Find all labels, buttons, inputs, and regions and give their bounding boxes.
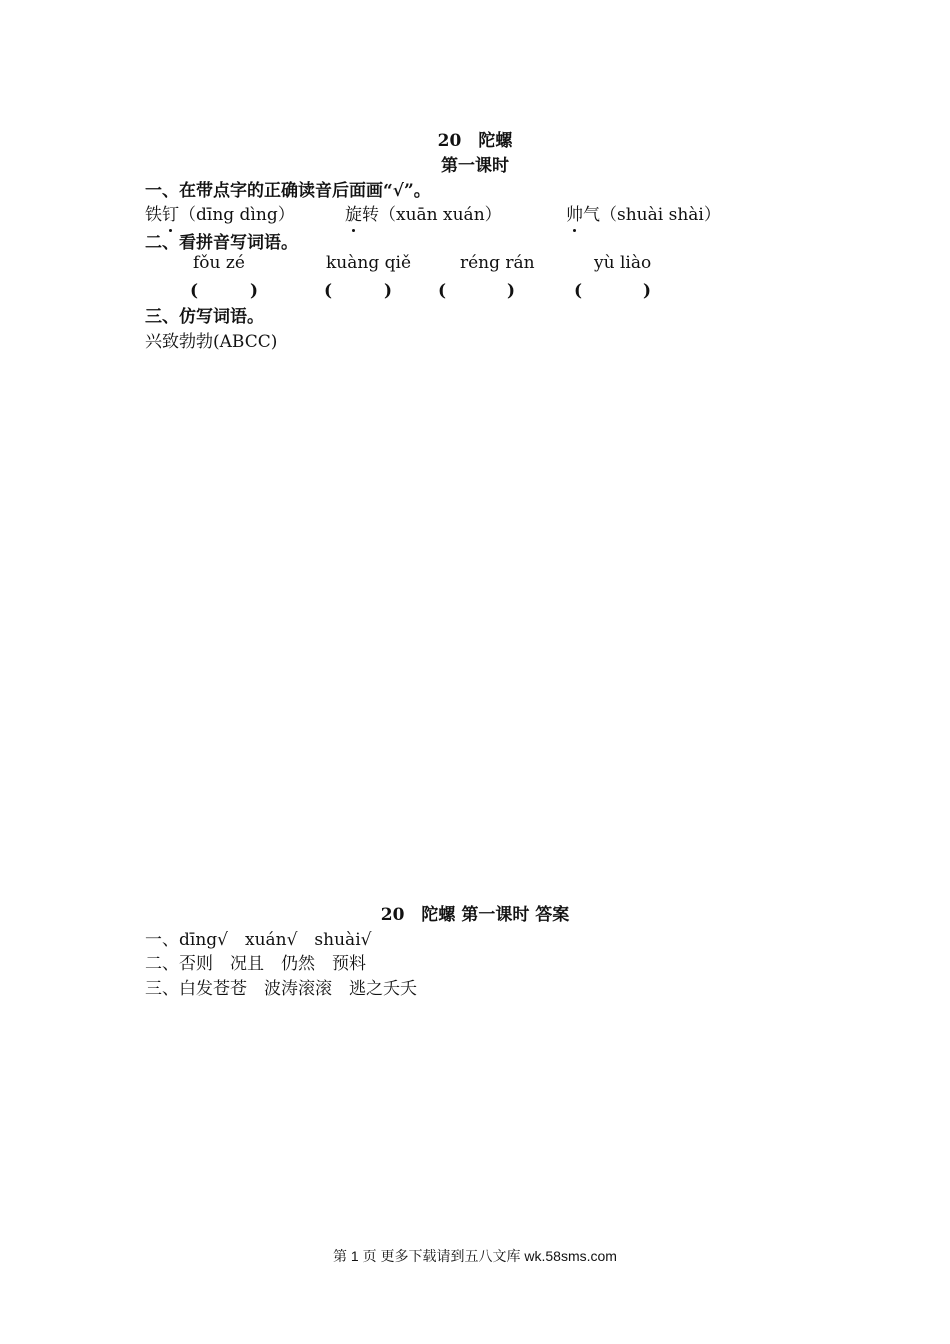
q2-heading: 二、看拼音写词语。 <box>145 233 298 253</box>
answer-line: 一、dīng√ xuán√ shuài√ <box>145 930 372 950</box>
q2-pinyin: fǒu zé <box>193 253 245 273</box>
worksheet-subtitle: 第一课时 <box>441 156 509 176</box>
answer-line: 三、白发苍苍 波涛滚滚 逃之夭夭 <box>145 979 417 999</box>
answer-line: 二、否则 况且 仍然 预料 <box>145 954 366 974</box>
q1-item-dotted-char: 旋 <box>345 200 362 225</box>
q1-heading: 一、在带点字的正确读音后面画“√”。 <box>145 181 431 201</box>
q2-answer-bracket: ( ) <box>190 281 265 301</box>
q2-pinyin: yù liào <box>594 253 652 273</box>
q2-answer-bracket: ( ) <box>324 281 399 301</box>
q1-item-dotted-char: 钉 <box>162 200 179 225</box>
q2-answer-bracket: ( ) <box>574 281 661 301</box>
q2-pinyin: kuàng qiě <box>326 253 411 273</box>
q1-item-pinyin: （dīng dìng） <box>179 205 295 225</box>
q1-item <box>145 200 295 225</box>
q1-item-pinyin: （shuài shài） <box>600 205 721 225</box>
q3-heading: 三、仿写词语。 <box>145 307 264 327</box>
q1-item <box>345 200 502 225</box>
answers-title: 20 陀螺 第一课时 答案 <box>380 905 570 925</box>
q1-item-pinyin: （xuān xuán） <box>379 205 502 225</box>
q1-item-post: 转 <box>362 205 379 225</box>
q3-example: 兴致勃勃(ABCC) <box>145 332 278 352</box>
page-footer: 第 1 页 更多下载请到五八文库 wk.58sms.com <box>333 1248 617 1264</box>
worksheet-title: 20 陀螺 <box>437 131 513 151</box>
q2-pinyin: réng rán <box>460 253 535 273</box>
q1-item-dotted-char: 帅 <box>566 200 583 225</box>
q1-item-pre: 铁 <box>145 205 162 225</box>
q1-item-post: 气 <box>583 205 600 225</box>
q2-answer-bracket: ( ) <box>438 281 525 301</box>
q1-item <box>566 200 721 225</box>
